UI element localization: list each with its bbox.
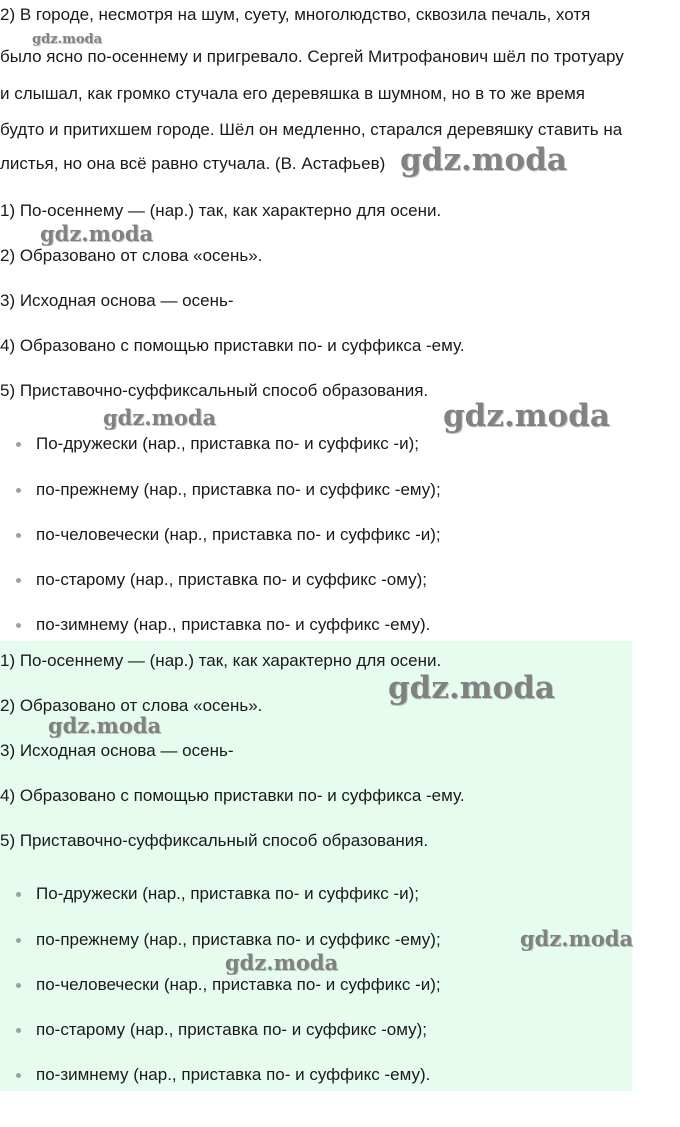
intro-line: листья, но она всё равно стучала. (В. Астафьев) — [0, 154, 386, 173]
list-item: по-старому (нар., приставка по- и суффикс -ому); — [36, 1020, 428, 1039]
bullet-dot — [16, 623, 21, 628]
answer-item: 2) Образовано от слова «осень». — [0, 696, 263, 715]
list-item: по-зимнему (нар., приставка по- и суффикс -ему). — [36, 615, 431, 634]
answer-item: 3) Исходная основа — осень- — [0, 741, 234, 760]
bullet-dot — [16, 533, 21, 538]
watermark-logo: gdz.moda — [103, 405, 217, 430]
watermark-logo: gdz.moda — [48, 713, 162, 738]
bullet-dot — [16, 1028, 21, 1033]
list-item: по-человечески (нар., приставка по- и суффикс -и); — [36, 525, 441, 544]
bullet-dot — [16, 488, 21, 493]
bullet-dot — [16, 892, 21, 897]
bullet-dot — [16, 1073, 21, 1078]
intro-line: и слышал, как громко стучала его деревяшка в шумном, но в то же время — [0, 84, 585, 103]
answer-item: 4) Образовано с помощью приставки по- и суффикса -ему. — [0, 336, 465, 355]
answer-item: 2) Образовано от слова «осень». — [0, 246, 263, 265]
watermark-logo: gdz.moda — [32, 32, 103, 47]
intro-line: было ясно по-осеннему и пригревало. Сергей Митрофанович шёл по тротуару — [0, 47, 624, 66]
bullet-dot — [16, 983, 21, 988]
list-item: по-старому (нар., приставка по- и суффикс -ому); — [36, 570, 428, 589]
bullet-dot — [16, 442, 21, 447]
answer-item: 5) Приставочно-суффиксальный способ образования. — [0, 381, 429, 400]
intro-line: будто и притихшем городе. Шёл он медленно, старался деревяшку ставить на — [0, 120, 623, 139]
bullet-dot — [16, 578, 21, 583]
intro-line: 2) В городе, несмотря на шум, суету, многолюдство, сквозила печаль, хотя — [0, 5, 591, 24]
list-item: по-прежнему (нар., приставка по- и суффикс -ему); — [36, 930, 441, 949]
watermark-logo: gdz.moda — [400, 142, 567, 178]
list-item: По-дружески (нар., приставка по- и суффикс -и); — [36, 434, 419, 453]
watermark-logo: gdz.moda — [40, 221, 154, 246]
answer-item: 1) По-осеннему — (нар.) так, как характерно для осени. — [0, 201, 442, 220]
bullet-dot — [16, 938, 21, 943]
watermark-logo: gdz.moda — [225, 950, 339, 975]
answer-item: 4) Образовано с помощью приставки по- и суффикса -ему. — [0, 786, 465, 805]
watermark-logo: gdz.moda — [443, 398, 610, 434]
answer-item: 1) По-осеннему — (нар.) так, как характерно для осени. — [0, 651, 442, 670]
list-item: по-человечески (нар., приставка по- и суффикс -и); — [36, 975, 441, 994]
list-item: по-прежнему (нар., приставка по- и суффикс -ему); — [36, 480, 441, 499]
answer-item: 5) Приставочно-суффиксальный способ образования. — [0, 831, 429, 850]
list-item: по-зимнему (нар., приставка по- и суффикс -ему). — [36, 1065, 431, 1084]
watermark-logo: gdz.moda — [520, 926, 634, 951]
answer-item: 3) Исходная основа — осень- — [0, 291, 234, 310]
list-item: По-дружески (нар., приставка по- и суффикс -и); — [36, 884, 419, 903]
watermark-logo: gdz.moda — [388, 670, 555, 706]
